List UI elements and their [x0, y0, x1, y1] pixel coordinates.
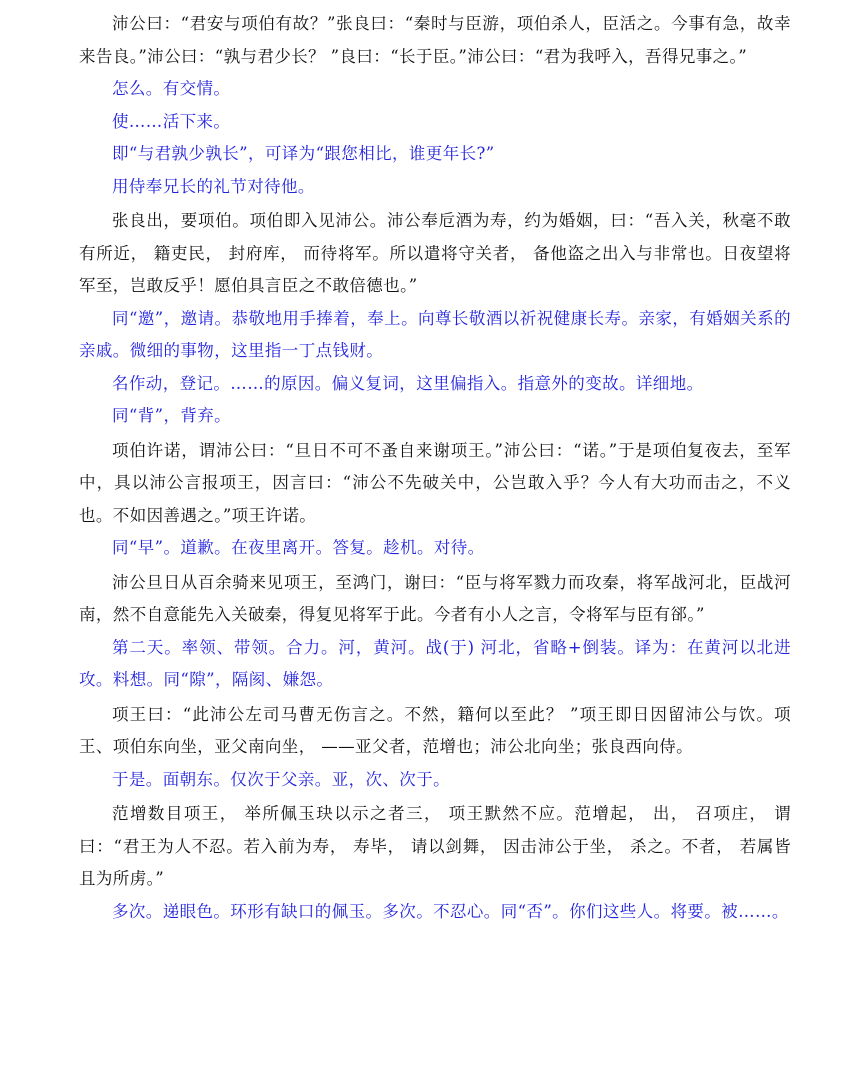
annotation-paragraph: 于是。面朝东。仅次于父亲。亚，次、次于。 [112, 769, 450, 789]
text-paragraph: 沛公旦日从百余骑来见项王，至鸿门，谢曰：“臣与将军戮力而攻秦，将军战河北，臣战河南，然不自意能先入关破秦，得复见将军于此。今者有小人之言，令将军与臣有郤。” [79, 572, 791, 624]
text-paragraph: 项王曰：“此沛公左司马曹无伤言之。不然，籍何以至此？ ”项王即日因留沛公与饮。项王、项伯东向坐，亚父南向坐， ——亚父者，范增也；沛公北向坐；张良西向侍。 [79, 704, 791, 756]
annotation-paragraph: 怎么。有交情。 [112, 79, 231, 98]
annotation-paragraph: 同“背”，背弃。 [112, 406, 232, 425]
annotation-paragraph: 名作动，登记。……的原因。偏义复词，这里偏指入。指意外的变故。详细地。 [112, 373, 704, 393]
text-paragraph: 范增数目项王， 举所佩玉玦以示之者三， 项王默然不应。范增起， 出， 召项庄， 谓曰：“君王为人不忍。若入前为寿， 寿毕， 请以剑舞， 因击沛公于坐， 杀之。不者， 若属皆且为所虏。” [79, 804, 791, 888]
text-paragraph: 沛公曰：“君安与项伯有故？”张良曰：“秦时与臣游，项伯杀人，臣活之。今事有急，故幸来告良。”沛公曰：“孰与君少长？ ”良曰：“长于臣。”沛公曰：“君为我呼入，吾得兄事之。” [79, 14, 791, 66]
annotation-paragraph: 用侍奉兄长的礼节对待他。 [112, 176, 315, 196]
annotation-paragraph: 多次。递眼色。环形有缺口的佩玉。多次。不忍心。同“否”。你们这些人。将要。被……。 [112, 901, 789, 921]
text-paragraph: 项伯许诺，谓沛公曰：“旦日不可不蚤自来谢项王。”沛公曰：“诺。”于是项伯复夜去，至军中，具以沛公言报项王，因言曰：“沛公不先破关中，公岂敢入乎？今人有大功而击之，不义也。不如因善遇之。”项王许诺。 [79, 440, 791, 525]
document-page [79, 8, 791, 928]
annotation-paragraph: 同“早”。道歉。在夜里离开。答复。趁机。对待。 [112, 538, 485, 557]
annotation-paragraph: 使……活下来。 [112, 111, 231, 131]
annotation-paragraph: 同“邀”，邀请。恭敬地用手捧着，奉上。向尊长敬酒以祈祝健康长寿。亲家，有婚姻关系的亲戚。微细的事物，这里指一丁点钱财。 [79, 308, 791, 360]
annotation-paragraph: 第二天。率领、带领。合力。河，黄河。战(于) 河北，省略+倒装。译为：在黄河以北进攻。料想。同“隙”，隔阂、嫌怨。 [79, 637, 791, 689]
annotation-paragraph: 即“与君孰少孰长”，可译为“跟您相比，谁更年长?” [112, 144, 495, 163]
text-paragraph: 张良出，要项伯。项伯即入见沛公。沛公奉卮酒为寿，约为婚姻，曰：“吾入关，秋毫不敢有所近， 籍吏民， 封府库， 而待将军。所以遣将守关者， 备他盗之出入与非常也。日夜望将军至，岂敢反乎！愿伯具言臣之不敢倍德也。” [79, 211, 791, 295]
